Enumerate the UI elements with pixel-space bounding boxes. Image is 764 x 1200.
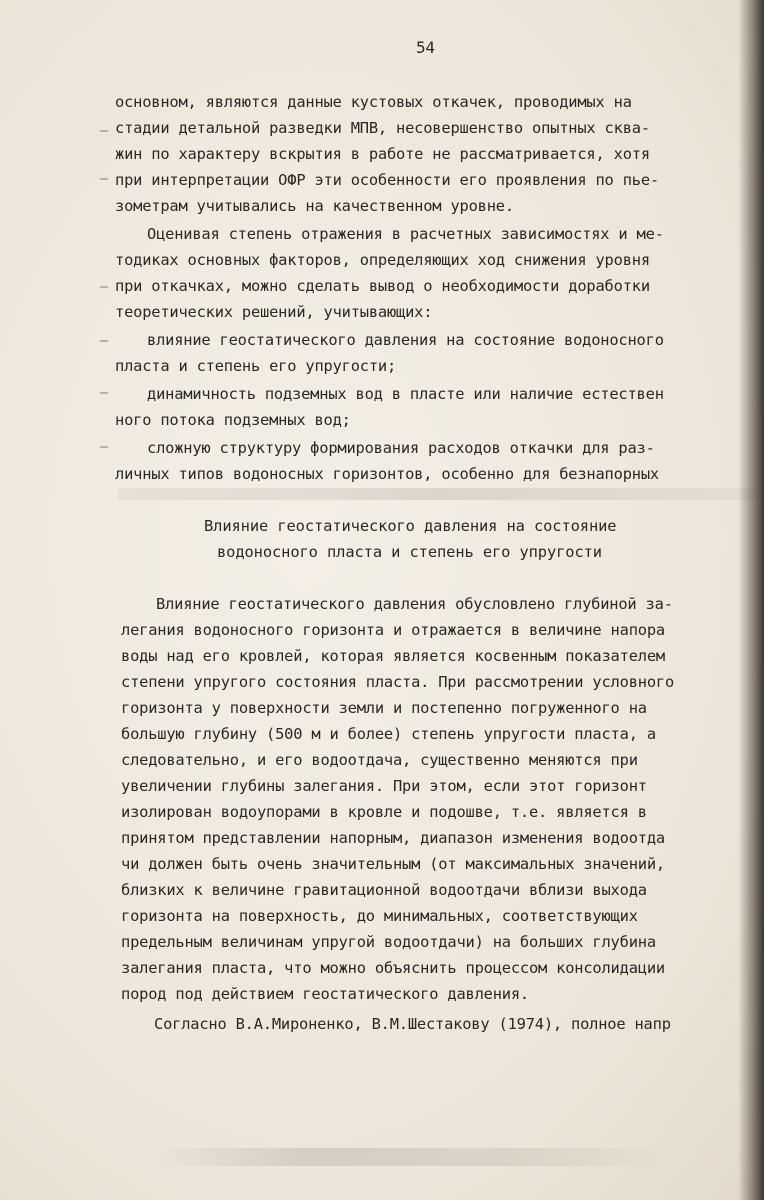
text-line: воды над его кровлей, которая является косвенным показателем	[121, 647, 665, 665]
margin-mark	[100, 286, 108, 288]
text-line: легания водоносного горизонта и отражается в величине напора	[121, 621, 665, 639]
bleed-through	[118, 488, 758, 500]
text-line: залегания пласта, что можно объяснить процессом консолидации	[121, 959, 665, 977]
list-item: ного потока подземных вод;	[115, 411, 351, 429]
text-line: следовательно, и его водоотдача, существенно меняются при	[121, 751, 638, 769]
scan-smudge	[150, 1148, 670, 1166]
list-item: влияние геостатического давления на состояние водоносного	[147, 331, 664, 349]
text-line: чи должен быть очень значительным (от максимальных значений,	[121, 855, 665, 873]
margin-mark	[100, 340, 108, 342]
text-line: тодиках основных факторов, определяющих ход снижения уровня	[115, 251, 650, 269]
text-line: жин по характеру вскрытия в работе не рассматривается, хотя	[115, 145, 650, 163]
text-line: стадии детальной разведки МПВ, несовершенство опытных сква-	[115, 119, 650, 137]
text-line: увеличении глубины залегания. При этом, если этот горизонт	[121, 777, 647, 795]
binding-shadow	[738, 0, 764, 1200]
text-line: при откачках, можно сделать вывод о необходимости доработки	[115, 277, 650, 295]
list-item: личных типов водоносных горизонтов, особенно для безнапорных	[115, 465, 659, 483]
text-line: Оценивая степень отражения в расчетных зависимостях и ме-	[147, 225, 664, 243]
section-title: Влияние геостатического давления на состояние	[204, 517, 617, 535]
text-line: Влияние геостатического давления обусловлено глубиной за-	[156, 595, 673, 613]
text-line: принятом представлении напорным, диапазон изменения водоотда	[121, 829, 665, 847]
margin-mark	[100, 178, 108, 180]
section-title: водоносного пласта и степень его упругости	[217, 543, 602, 561]
text-line: основном, являются данные кустовых откачек, проводимых на	[115, 93, 632, 111]
text-line: изолирован водоупорами в кровле и подошве, т.е. является в	[121, 803, 647, 821]
text-line: близких к величине гравитационной водоотдачи вблизи выхода	[121, 881, 647, 899]
list-item: пласта и степень его упругости;	[115, 357, 397, 375]
text-line: теоретических решений, учитывающих:	[115, 303, 433, 321]
list-item: сложную структуру формирования расходов откачки для раз-	[147, 439, 655, 457]
text-line: степени упругого состояния пласта. При рассмотрении условного	[121, 673, 675, 691]
list-item: динамичность подземных вод в пласте или наличие естествен	[147, 385, 664, 403]
margin-mark	[100, 392, 108, 394]
text-line: горизонта на поверхность, до минимальных, соответствующих	[121, 907, 638, 925]
text-line: зометрам учитывались на качественном уровне.	[115, 197, 514, 215]
page-number: 54	[416, 38, 435, 57]
text-line: предельным величинам упругой водоотдачи) на больших глубина	[121, 933, 656, 951]
text-line: Согласно В.А.Мироненко, В.М.Шестакову (1974), полное напр	[154, 1015, 671, 1033]
text-line: при интерпретации ОФР эти особенности его проявления по пье-	[115, 171, 659, 189]
text-line: большую глубину (500 м и более) степень упругости пласта, а	[121, 725, 656, 743]
margin-mark	[100, 446, 108, 448]
text-line: горизонта у поверхности земли и постепенно погруженного на	[121, 699, 647, 717]
margin-mark	[100, 130, 108, 132]
text-line: пород под действием геостатического давления.	[121, 985, 529, 1003]
